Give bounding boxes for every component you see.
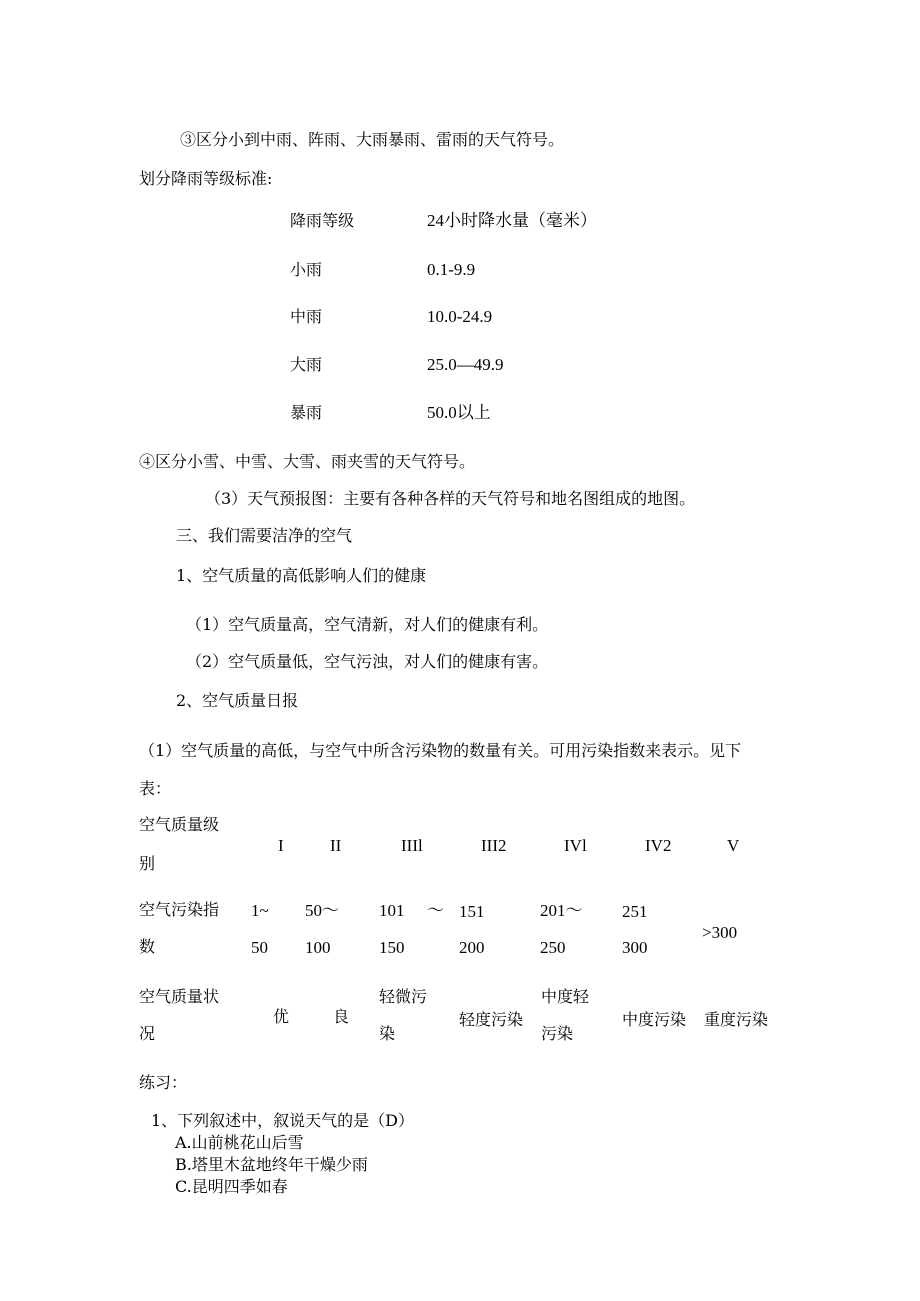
aq-status-cell: 轻微污 <box>379 987 428 1006</box>
exercise-option-b: B.塔里木盆地终年干燥少雨 <box>175 1155 368 1174</box>
aq-index-cell: 101 <box>379 901 405 920</box>
aq-index-cell: 50～ <box>305 901 339 920</box>
exercise-label: 练习： <box>139 1073 188 1092</box>
section3-p2: （2）空气质量低，空气污浊，对人们的健康有害。 <box>186 652 549 671</box>
aq-level: I <box>278 836 284 855</box>
exercise-option-c: C.昆明四季如春 <box>175 1177 288 1196</box>
aq-status-cell: 中度轻 <box>541 987 590 1006</box>
aq-index-cell: 150 <box>379 938 405 957</box>
rain-row-heavy-value: 25.0—49.9 <box>427 355 504 374</box>
aq-status-cell: 良 <box>333 1007 350 1026</box>
item4-text: ④区分小雪、中雪、大雪、雨夹雪的天气符号。 <box>139 452 476 471</box>
aq-status-label-line1: 空气质量状 <box>139 987 220 1006</box>
rain-row-light-label: 小雨 <box>290 260 323 279</box>
rain-row-storm-label: 暴雨 <box>290 403 323 422</box>
aq-level: IV2 <box>645 836 672 855</box>
aq-level-label-line1: 空气质量级 <box>139 815 220 834</box>
exercise-question-1: 1、下列叙述中，叙说天气的是（D） <box>151 1111 415 1130</box>
rain-row-heavy-label: 大雨 <box>290 355 323 374</box>
aq-index-cell: ～ <box>427 901 444 920</box>
section3-title: 三、我们需要洁净的空气 <box>176 526 353 545</box>
aq-index-cell: 50 <box>251 938 268 957</box>
rain-row-light-value: 0.1-9.9 <box>427 260 476 279</box>
section3-sub1: 1、空气质量的高低影响人们的健康 <box>176 566 427 585</box>
rain-row-moderate-label: 中雨 <box>290 307 323 326</box>
aq-index-cell: 1~ <box>251 901 269 920</box>
aq-index-cell: 250 <box>540 938 566 957</box>
aq-status-label-line2: 况 <box>139 1024 156 1043</box>
aq-level: IIIl <box>401 836 423 855</box>
aq-level-label-line2: 别 <box>139 854 156 873</box>
aq-status-cell: 污染 <box>541 1024 574 1043</box>
aq-index-cell: 201～ <box>540 901 583 920</box>
aq-index-cell: 300 <box>622 938 648 957</box>
aq-index-cell: 151 <box>459 902 485 921</box>
rain-standard-label: 划分降雨等级标准: <box>139 169 273 188</box>
section3-p3-line1: （1）空气质量的高低，与空气中所含污染物的数量有关。可用污染指数来表示。见下 <box>139 741 742 760</box>
rain-table-header-amount: 24小时降水量（毫米） <box>427 211 597 230</box>
section3-p3-line2: 表： <box>139 779 172 798</box>
aq-index-label-line2: 数 <box>139 937 156 956</box>
aq-status-cell: 优 <box>273 1007 290 1026</box>
forecast-map-text: （3）天气预报图：主要有各种各样的天气符号和地名图组成的地图。 <box>205 489 696 508</box>
aq-index-cell: 200 <box>459 938 485 957</box>
aq-status-cell: 轻度污染 <box>459 1010 524 1029</box>
aq-level: IVl <box>564 836 587 855</box>
aq-index-cell: 100 <box>305 938 331 957</box>
section3-p1: （1）空气质量高，空气清新，对人们的健康有利。 <box>186 615 549 634</box>
exercise-option-a: A.山前桃花山后雪 <box>175 1133 304 1152</box>
rain-row-moderate-value: 10.0-24.9 <box>427 307 493 326</box>
aq-status-cell: 中度污染 <box>622 1010 687 1029</box>
aq-status-cell: 染 <box>379 1024 396 1043</box>
aq-index-label-line1: 空气污染指 <box>139 900 220 919</box>
aq-status-cell: 重度污染 <box>704 1010 769 1029</box>
item3-text: ③区分小到中雨、阵雨、大雨暴雨、雷雨的天气符号。 <box>180 130 565 149</box>
aq-level: III2 <box>481 836 507 855</box>
rain-table-header-level: 降雨等级 <box>290 211 355 230</box>
aq-level: II <box>330 836 342 855</box>
aq-level: V <box>727 836 740 855</box>
rain-row-storm-value: 50.0以上 <box>427 403 491 422</box>
aq-index-cell: >300 <box>702 923 738 942</box>
section3-sub2: 2、空气质量日报 <box>176 691 299 710</box>
aq-index-cell: 251 <box>622 902 648 921</box>
